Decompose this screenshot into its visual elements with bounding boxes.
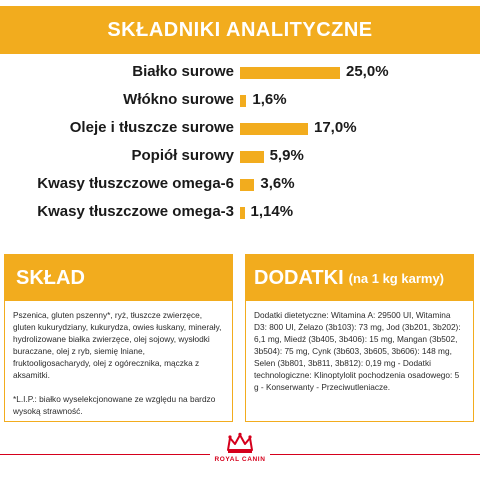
chart-bar bbox=[240, 179, 254, 191]
chart-category-label: Popiół surowy bbox=[131, 147, 234, 164]
additives-body bbox=[246, 301, 473, 393]
chart-value-label: 25,0% bbox=[346, 63, 389, 80]
chart-bar bbox=[240, 95, 246, 107]
chart-category-label: Kwasy tłuszczowe omega-6 bbox=[37, 175, 234, 192]
chart-bar bbox=[240, 207, 245, 219]
chart-row bbox=[0, 88, 480, 114]
composition-body bbox=[5, 301, 232, 417]
chart-category-label: Kwasy tłuszczowe omega-3 bbox=[37, 203, 234, 220]
footer-brand bbox=[0, 430, 480, 480]
composition-footnote: *L.I.P.: białko wyselekcjonowane ze względu na bardzo wysoką strawność. bbox=[13, 394, 216, 416]
composition-title: SKŁAD bbox=[16, 266, 85, 289]
additives-card bbox=[245, 254, 474, 422]
additives-title: DODATKI bbox=[254, 266, 344, 289]
chart-row bbox=[0, 116, 480, 142]
chart-value-label: 5,9% bbox=[269, 147, 304, 164]
chart-value-label: 17,0% bbox=[314, 119, 357, 136]
section-header-analytic bbox=[0, 6, 480, 54]
composition-text: Pszenica, gluten pszenny*, ryż, tłuszcze zwierzęce, gluten kukurydziany, kukurydza, owies łuskany, minerały, hydrolizowane białka zwierzęce, olej sojowy, wysłodki buraczane, olej z ryb, siemię lniane, fruktooligosacharydy, olej z ogórecznika, mączka z aksamitki. bbox=[13, 310, 222, 380]
chart-value-label: 3,6% bbox=[260, 175, 295, 192]
additives-header bbox=[246, 255, 473, 301]
chart-category-label: Białko surowe bbox=[132, 63, 234, 80]
section-title: SKŁADNIKI ANALITYCZNE bbox=[107, 18, 373, 41]
chart-row bbox=[0, 144, 480, 170]
chart-row bbox=[0, 200, 480, 226]
brand-logo bbox=[210, 430, 270, 478]
additives-text: Dodatki dietetyczne: Witamina A: 29500 UI, Witamina D3: 800 UI, Żelazo (3b103): 73 mg, Jod (3b201, 3b202): 6,1 mg, Miedź (3b405, 3b406): 15 mg, Mangan (3b502, 3b504): 75 mg, Cynk (3b603, 3b605, 3b606): 148 mg, Selen (3b801, 3b811, 3b812): 0,19 mg - Dodatki technologiczne: Klinoptylolit pochodzenia osadowego: 5 g - Konserwanty - Przeciwutleniacze. bbox=[254, 310, 461, 392]
chart-category-label: Włókno surowe bbox=[123, 91, 234, 108]
chart-value-label: 1,14% bbox=[250, 203, 294, 220]
chart-category-label: Oleje i tłuszcze surowe bbox=[69, 119, 234, 136]
chart-bar bbox=[240, 67, 340, 79]
chart-value-label: 1,6% bbox=[252, 91, 287, 108]
brand-wordmark: ROYAL CANIN bbox=[214, 456, 266, 463]
composition-header bbox=[5, 255, 232, 301]
chart-row bbox=[0, 172, 480, 198]
chart-row bbox=[0, 60, 480, 86]
composition-card bbox=[4, 254, 233, 422]
crown-icon bbox=[225, 432, 255, 454]
chart-bar bbox=[240, 123, 308, 135]
additives-subtitle: (na 1 kg karmy) bbox=[348, 270, 444, 286]
analytic-bar-chart bbox=[0, 60, 480, 240]
chart-bar bbox=[240, 151, 264, 163]
